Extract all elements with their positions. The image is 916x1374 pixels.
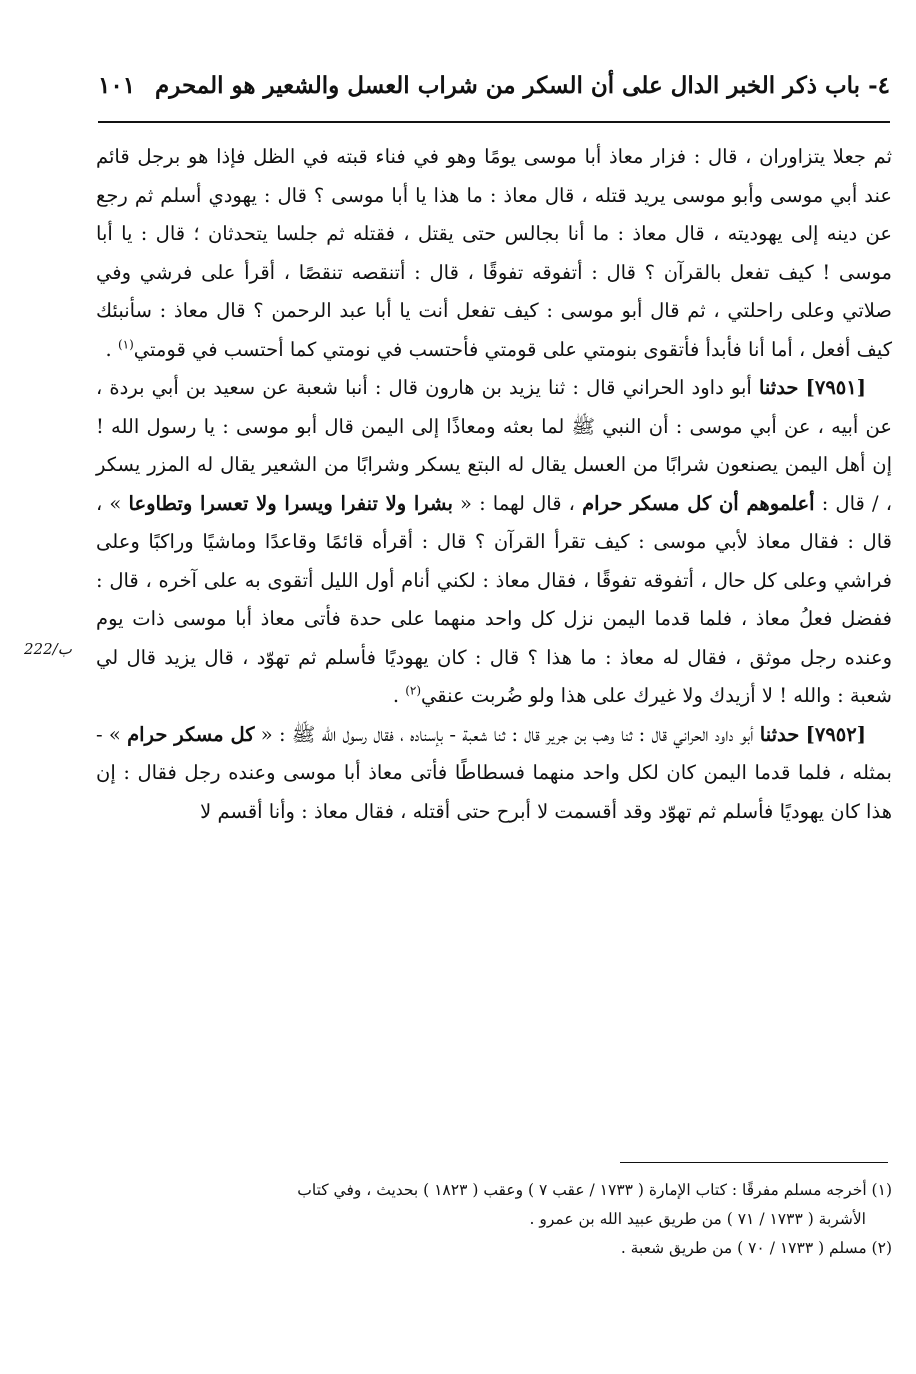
footnote-ref-2[interactable]: (٢) xyxy=(405,683,422,698)
running-header xyxy=(98,66,890,118)
hadith-number: [٧٩٥١] xyxy=(805,376,866,399)
hadith-7952 xyxy=(96,716,892,832)
hadith-text: ، قال لهما : « xyxy=(452,491,583,515)
hadith-emphasis: أعلموهم أن كل مسكر حرام xyxy=(582,491,815,515)
margin-folio-note: 222/ب xyxy=(24,640,72,658)
narration-keyword: حدثنا xyxy=(759,722,800,746)
paragraph-end: . xyxy=(105,337,118,361)
hadith-emphasis: بشرا ولا تنفرا ويسرا ولا تعسرا وتطاوعا xyxy=(128,491,453,515)
hadith-emphasis: كل مسكر حرام xyxy=(127,722,255,746)
footnote-ref-1[interactable]: (١) xyxy=(117,337,134,351)
main-text xyxy=(96,138,892,831)
header-divider xyxy=(98,121,890,123)
hadith-text: » ، قال : فقال معاذ لأبي موسى : كيف تقرأ القرآن ؟ قال : أقرأه قائمًا وقاعدًا وماشيًا وراكبًا وعلى فراشي وعلى كل حال ، أتفوقه تفوقًا ، فقال معاذ : لكني أنام أول الليل أتقوى به على آخره ، قال : ففضل فعلُ معاذ ، فلما قدما اليمن نزل كل واحد منهما على حدة فأتى معاذ أبا موسى ذات يوم وعنده رجل موثق ، فقال له معاذ : ما هذا ؟ قال : كان يهوديًا فأسلم ثم تهوّد ، قال يزيد قال لي شعبة : والله ! لا أزيدك ولا غيرك على هذا ولو ضُربت عنقي xyxy=(96,491,892,707)
paragraph-text: ثم جعلا يتزاوران ، قال : فزار معاذ أبا موسى يومًا وهو في فناء قبته في الظل فإذا هو برجل قائم عند أبي موسى وأبو موسى يريد قتله ، قال معاذ : ما هذا يا أبا موسى ؟ قال : يهودي أسلم ثم رجع عن دينه إلى يهوديته ، قال معاذ : ما أنا بجالس حتى يقتل ، فقتله ثم جلسا يتحدثان ؛ قال : يا أبا موسى ! كيف تفعل بالقرآن ؟ قال : أتفوقه تفوقًا ، قال : أتنقصه تنقصًا ، أقرأ على فرشي وفي صلاتي وعلى راحلتي ، ثم قال أبو موسى : كيف تفعل أنت يا أبا عبد الرحمن ؟ قال معاذ : سأنبئك كيف أفعل ، أما أنا فأبدأ فأتقوى بنومتي على قومتي فأحتسب في نومتي كما أحتسب في قومتي xyxy=(96,145,892,361)
footnote-1-continuation: الأشربة ( ١٧٣٣ / ٧١ ) من طريق عبيد الله بن عمرو . xyxy=(529,1210,866,1228)
page-number: ١٠١ xyxy=(98,72,136,99)
hadith-7951 xyxy=(96,369,892,716)
footnotes xyxy=(96,1176,892,1263)
narration-keyword: حدثنا xyxy=(758,376,799,399)
hadith-number: [٧٩٥٢] xyxy=(805,722,866,746)
hadith-text: أبو داود الحراني قال : ثنا يزيد بن هارون قال : أنبا شعبة عن سعيد بن أبي بردة ، عن أبيه ، عن أبي موسى : أن النبي ﷺ لما بعثه ومعاذًا إلى اليمن قال أبو موسى : يا رسول الله ! إن أهل اليمن يصنعون شرابًا من العسل يقال له البتع يسكر وشرابًا من الشعير يقال له المزر يسكر ، / قال : xyxy=(96,376,892,515)
footnote-divider xyxy=(620,1162,888,1163)
footnote-2: (٢) مسلم ( ١٧٣٣ / ٧٠ ) من طريق شعبة . xyxy=(620,1239,892,1257)
paragraph-end: . xyxy=(392,684,406,707)
hadith-text: » - بمثله ، فلما قدما اليمن كان لكل واحد منهما فسطاطًا فأتى معاذ أبا موسى وعنده رجل فقال : إن هذا كان يهوديًا فأسلم ثم تهوّد وقد أقسمت لا أبرح حتى أقتله ، فقال معاذ : وأنا أقسم لا xyxy=(96,722,892,823)
footnote-1: (١) أخرجه مسلم مفرقًا : كتاب الإمارة ( ١٧٣٣ / عقب ٧ ) وعقب ( ١٨٢٣ ) بحديث ، وفي كتاب xyxy=(297,1181,892,1199)
paragraph-continuation xyxy=(96,138,892,369)
hadith-text: أبو داود الحراني قال : ثنا وهب بن جرير قال : ثنا شعبة - بإسناده ، فقال رسول الله ﷺ : « xyxy=(254,722,760,746)
chapter-title: ٤- باب ذكر الخبر الدال على أن السكر من شراب العسل والشعير هو المحرم xyxy=(155,72,890,99)
